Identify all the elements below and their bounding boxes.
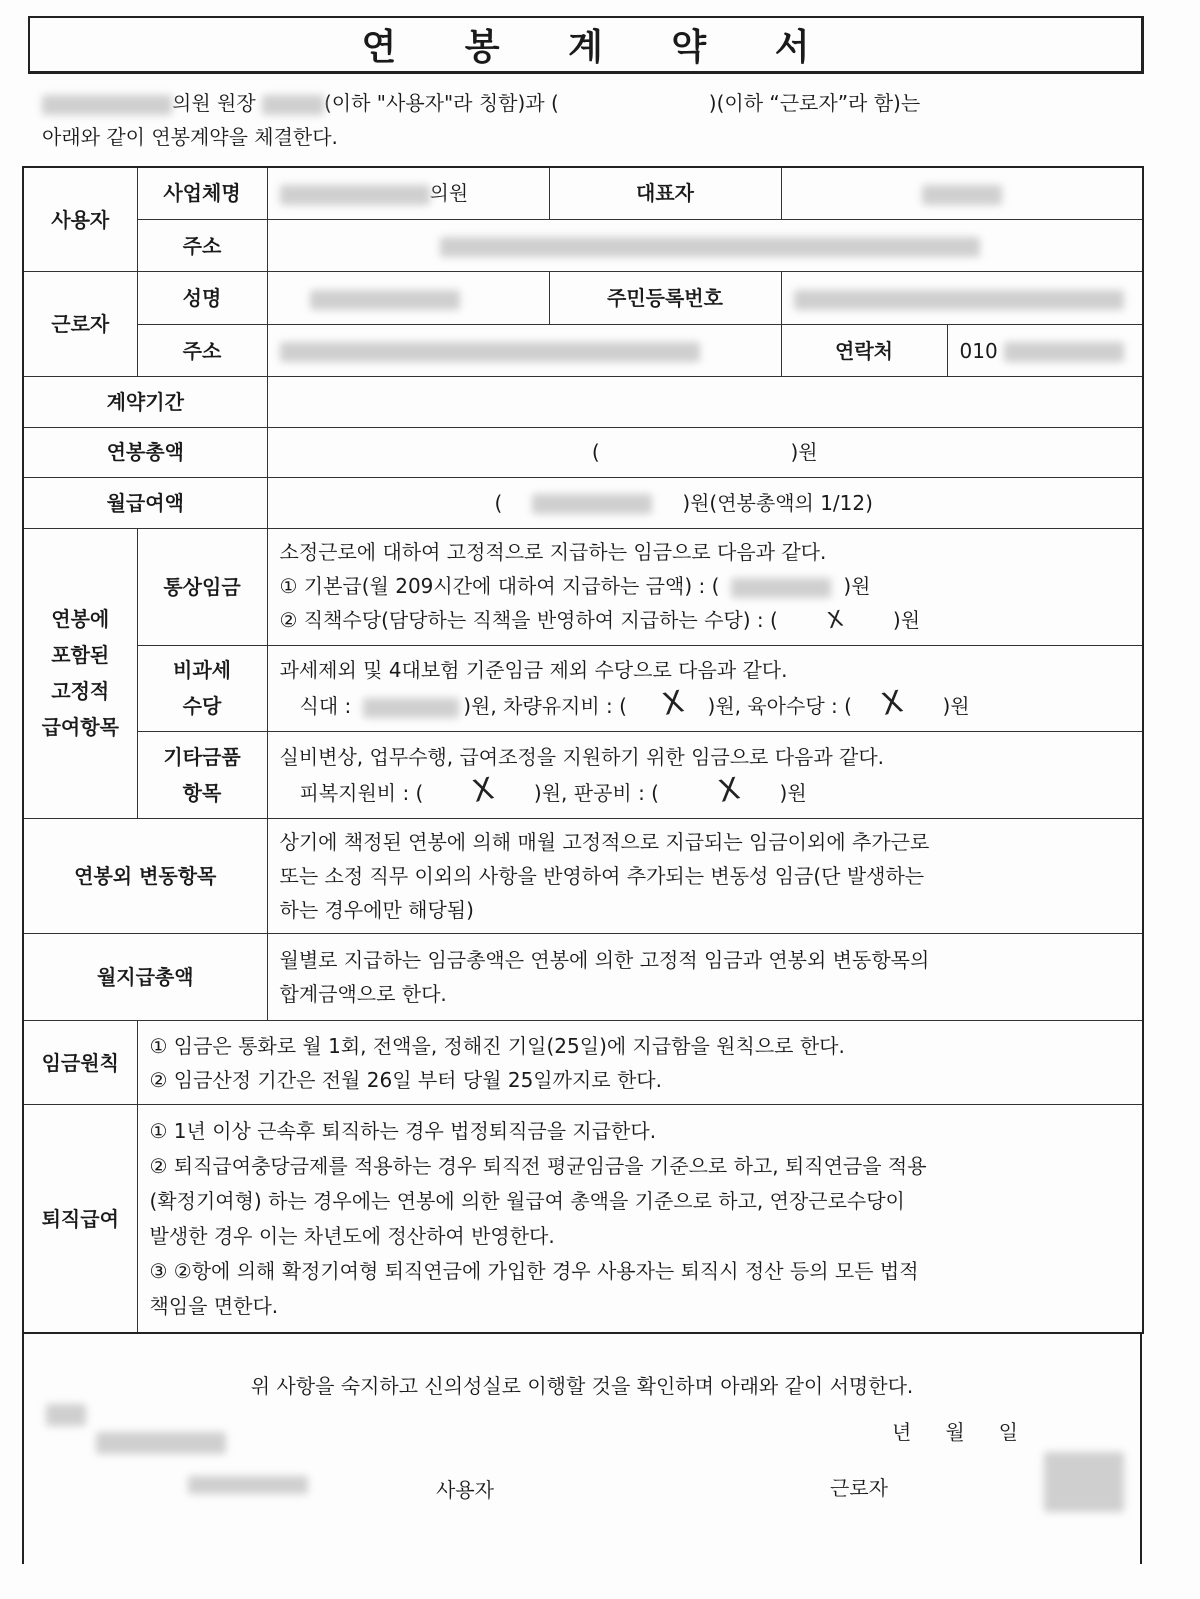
retirement-label: 퇴직급여: [23, 1105, 137, 1333]
worker-label: 근로자: [23, 272, 137, 377]
month-label: 월: [945, 1420, 965, 1444]
redacted-employer-address: [440, 237, 980, 257]
employer-label: 사용자: [23, 167, 137, 272]
contract-period-label: 계약기간: [23, 377, 267, 427]
redacted-meal: [363, 698, 459, 718]
redacted-stamp-2: [96, 1432, 226, 1454]
variable-items-label: 연봉외 변동항목: [23, 818, 267, 933]
resident-id-value: [781, 272, 1143, 324]
annual-total-value: ( )원: [267, 427, 1143, 477]
cross-mark: X: [715, 771, 743, 810]
redacted-employer-sign: [188, 1476, 308, 1494]
intro-paragraph: [42, 86, 1142, 154]
document-title-box: [28, 16, 1144, 74]
worker-address-value: [267, 324, 781, 376]
redacted-monthly: [532, 494, 652, 514]
other-items-label: 기타금품 항목: [137, 732, 267, 819]
retirement-content: ① 1년 이상 근속후 퇴직하는 경우 법정퇴직금을 지급한다. ② 퇴직급여충당금제를 적용하는 경우 퇴직전 평균임금을 기준으로 하고, 퇴직연금을 적용 (확정기여형) 하는 경우에는 연봉에 의한 월급여 총액을 기준으로 하고, 연장근로수당이 발생한 경우 이는 차년도에 정산하여 반영한다. ③ ②항에 의해 확정기여형 퇴직연금에 가입한 경우 사용자는 퇴직시 정산 등의 모든 법적 책임을 면한다.: [137, 1105, 1143, 1333]
redacted-resident-id: [794, 290, 1124, 310]
redacted-director-name: [262, 95, 324, 115]
fixed-items-group-label: 연봉에 포함된 고정적 급여항목: [23, 528, 137, 818]
cross-mark: X: [825, 606, 846, 635]
intro-line-2: 아래와 같이 연봉계약을 체결한다.: [42, 125, 338, 149]
monthly-total-content: 월별로 지급하는 임금총액은 연봉에 의한 고정적 임금과 연봉외 변동항목의 합계금액으로 한다.: [267, 933, 1143, 1020]
cross-mark: X: [469, 771, 498, 810]
representative-label: 대표자: [549, 167, 781, 219]
representative-value: [781, 167, 1143, 219]
monthly-pay-label: 월급여액: [23, 478, 267, 528]
signature-area: [22, 1334, 1142, 1564]
contact-label: 연락처: [781, 324, 947, 376]
date-line: [892, 1416, 1052, 1445]
redacted-base-pay: [731, 578, 831, 598]
redacted-worker-address: [280, 342, 700, 362]
redacted-worker-name: [310, 290, 460, 310]
cross-mark: X: [878, 684, 906, 724]
redacted-worker-signature: [1044, 1452, 1124, 1512]
worker-address-label: 주소: [137, 324, 267, 376]
variable-items-content: 상기에 책정된 연봉에 의해 매월 고정적으로 지급되는 임금이외에 추가근로 또는 소정 직무 이외의 사항을 반영하여 추가되는 변동성 임금(단 발생하는 하는 경우에만 해당됨): [267, 818, 1143, 933]
year-label: 년: [892, 1420, 912, 1444]
business-name-label: 사업체명: [137, 167, 267, 219]
intro-line-1: 의원 원장 (이하 "사용자"라 칭함)과 ( )(이하 “근로자”라 함)는: [42, 86, 1142, 120]
worker-name-value: [267, 272, 549, 324]
cross-mark: X: [659, 684, 687, 724]
worker-name-label: 성명: [137, 272, 267, 324]
redacted-clinic-name: [42, 95, 172, 115]
monthly-total-label: 월지급총액: [23, 933, 267, 1020]
day-label: 일: [998, 1420, 1018, 1444]
employer-signature-label: 사용자: [436, 1478, 494, 1502]
ordinary-wage-label: 통상임금: [137, 528, 267, 645]
employer-address-label: 주소: [137, 219, 267, 271]
redacted-representative: [922, 185, 1002, 205]
wage-principle-content: ① 임금은 통화로 월 1회, 전액을, 정해진 기일(25일)에 지급함을 원칙으로 한다. ② 임금산정 기간은 전월 26일 부터 당월 25일까지로 한다.: [137, 1020, 1143, 1105]
contact-value: 010: [947, 324, 1143, 376]
document-title: 연 봉 계 약 서: [361, 27, 838, 68]
annual-total-label: 연봉총액: [23, 427, 267, 477]
business-name-value: 의원: [267, 167, 549, 219]
contract-table: [22, 166, 1144, 1334]
other-items-content: 실비변상, 업무수행, 급여조정을 지원하기 위한 임금으로 다음과 같다. 피복지원비 : ( X )원, 판공비 : ( X )원: [267, 732, 1143, 819]
confirmation-text: 위 사항을 숙지하고 신의성실로 이행할 것을 확인하며 아래와 같이 서명한다.: [250, 1374, 914, 1398]
redacted-business: [280, 185, 430, 205]
contract-period-value: [267, 377, 1143, 427]
employer-address-value: [267, 219, 1143, 271]
nontax-allowance-content: 과세제외 및 4대보험 기준임금 제외 수당으로 다음과 같다. 식대 : )원, 차량유지비 : ( X )원, 육아수당 : ( X )원: [267, 645, 1143, 732]
resident-id-label: 주민등록번호: [549, 272, 781, 324]
nontax-allowance-label: 비과세 수당: [137, 645, 267, 732]
redacted-stamp-1: [46, 1404, 86, 1426]
monthly-pay-value: ( )원(연봉총액의 1/12): [267, 478, 1143, 528]
redacted-contact: [1004, 342, 1124, 362]
wage-principle-label: 임금원칙: [23, 1020, 137, 1105]
ordinary-wage-content: 소정근로에 대하여 고정적으로 지급하는 임금으로 다음과 같다. ① 기본급(월 209시간에 대하여 지급하는 금액) : ( )원 ② 직책수당(담당하는 직책을 반영하여 지급하는 수당) : ( X )원: [267, 528, 1143, 645]
worker-signature-label: 근로자: [830, 1476, 888, 1500]
